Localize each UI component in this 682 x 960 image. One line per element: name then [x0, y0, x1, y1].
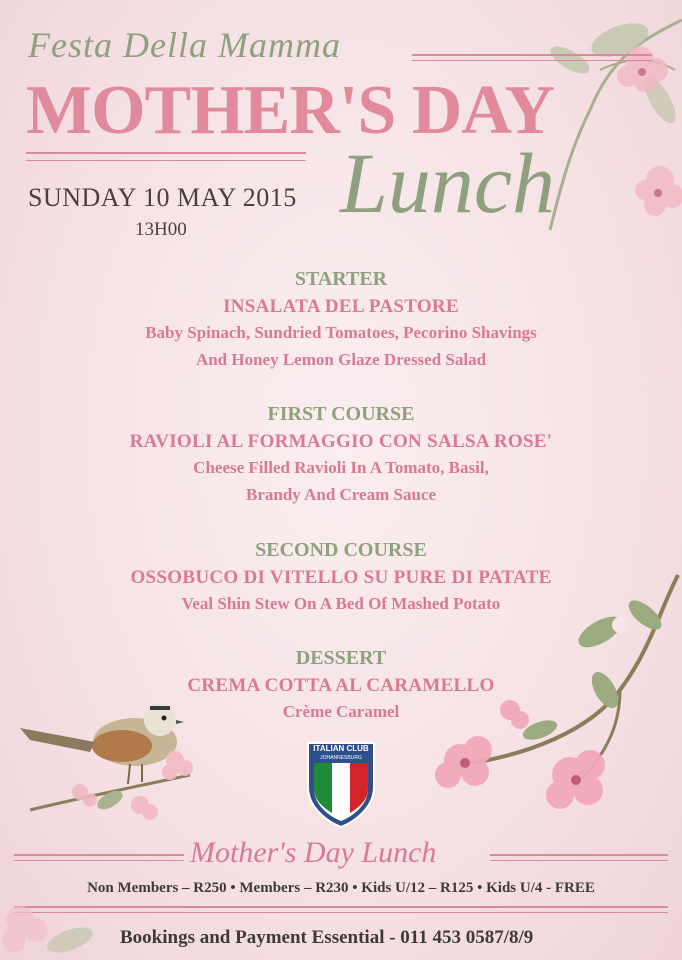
event-date: SUNDAY 10 MAY 2015: [28, 183, 297, 212]
logo-city: JOHANNESBURG: [320, 755, 362, 761]
dessert-dish: CREMA COTTA AL CARAMELLO: [187, 675, 495, 696]
dessert-desc-1: Crème Caramel: [282, 702, 400, 721]
cherry-blossom-icon: [420, 570, 682, 840]
divider: [490, 854, 668, 856]
divider: [26, 160, 306, 161]
bookings-line: Bookings and Payment Essential - 011 453 0587/8/9: [120, 927, 534, 948]
event-time: 13H00: [135, 219, 187, 240]
first-course-desc-1: Cheese Filled Ravioli In A Tomato, Basil,: [193, 458, 489, 477]
blossom-bottom-left-icon: [0, 880, 120, 960]
first-course-dish: RAVIOLI AL FORMAGGIO CON SALSA ROSE': [129, 431, 553, 452]
divider: [14, 860, 184, 861]
second-course-dish: OSSOBUCO DI VITELLO SU PURE DI PATATE: [130, 567, 552, 588]
second-course-desc-1: Veal Shin Stew On A Bed Of Mashed Potato: [181, 594, 501, 613]
lunch-script-title: Lunch: [340, 135, 555, 231]
divider: [412, 54, 652, 56]
starter-desc-2: And Honey Lemon Glaze Dressed Salad: [195, 350, 487, 369]
page-title: MOTHER'S DAY: [26, 72, 555, 149]
divider: [412, 60, 652, 61]
first-course-heading: FIRST COURSE: [267, 403, 415, 425]
pricing-line: Non Members – R250 • Members – R230 • Kids U/12 – R125 • Kids U/4 - FREE: [87, 880, 595, 896]
starter-desc-1: Baby Spinach, Sundried Tomatoes, Pecorino Shavings: [145, 323, 537, 342]
second-course-heading: SECOND COURSE: [255, 539, 427, 561]
starter-dish: INSALATA DEL PASTORE: [223, 296, 459, 317]
footer-script-title: Mother's Day Lunch: [190, 836, 437, 869]
first-course-desc-2: Brandy And Cream Sauce: [245, 485, 436, 504]
logo-name: ITALIAN CLUB: [313, 744, 369, 753]
divider: [26, 152, 306, 154]
bird-icon: [10, 680, 210, 840]
festa-subtitle: Festa Della Mamma: [28, 25, 341, 65]
divider: [14, 854, 184, 856]
starter-heading: STARTER: [294, 268, 388, 290]
divider: [490, 860, 668, 861]
dessert-heading: DESSERT: [295, 647, 387, 669]
